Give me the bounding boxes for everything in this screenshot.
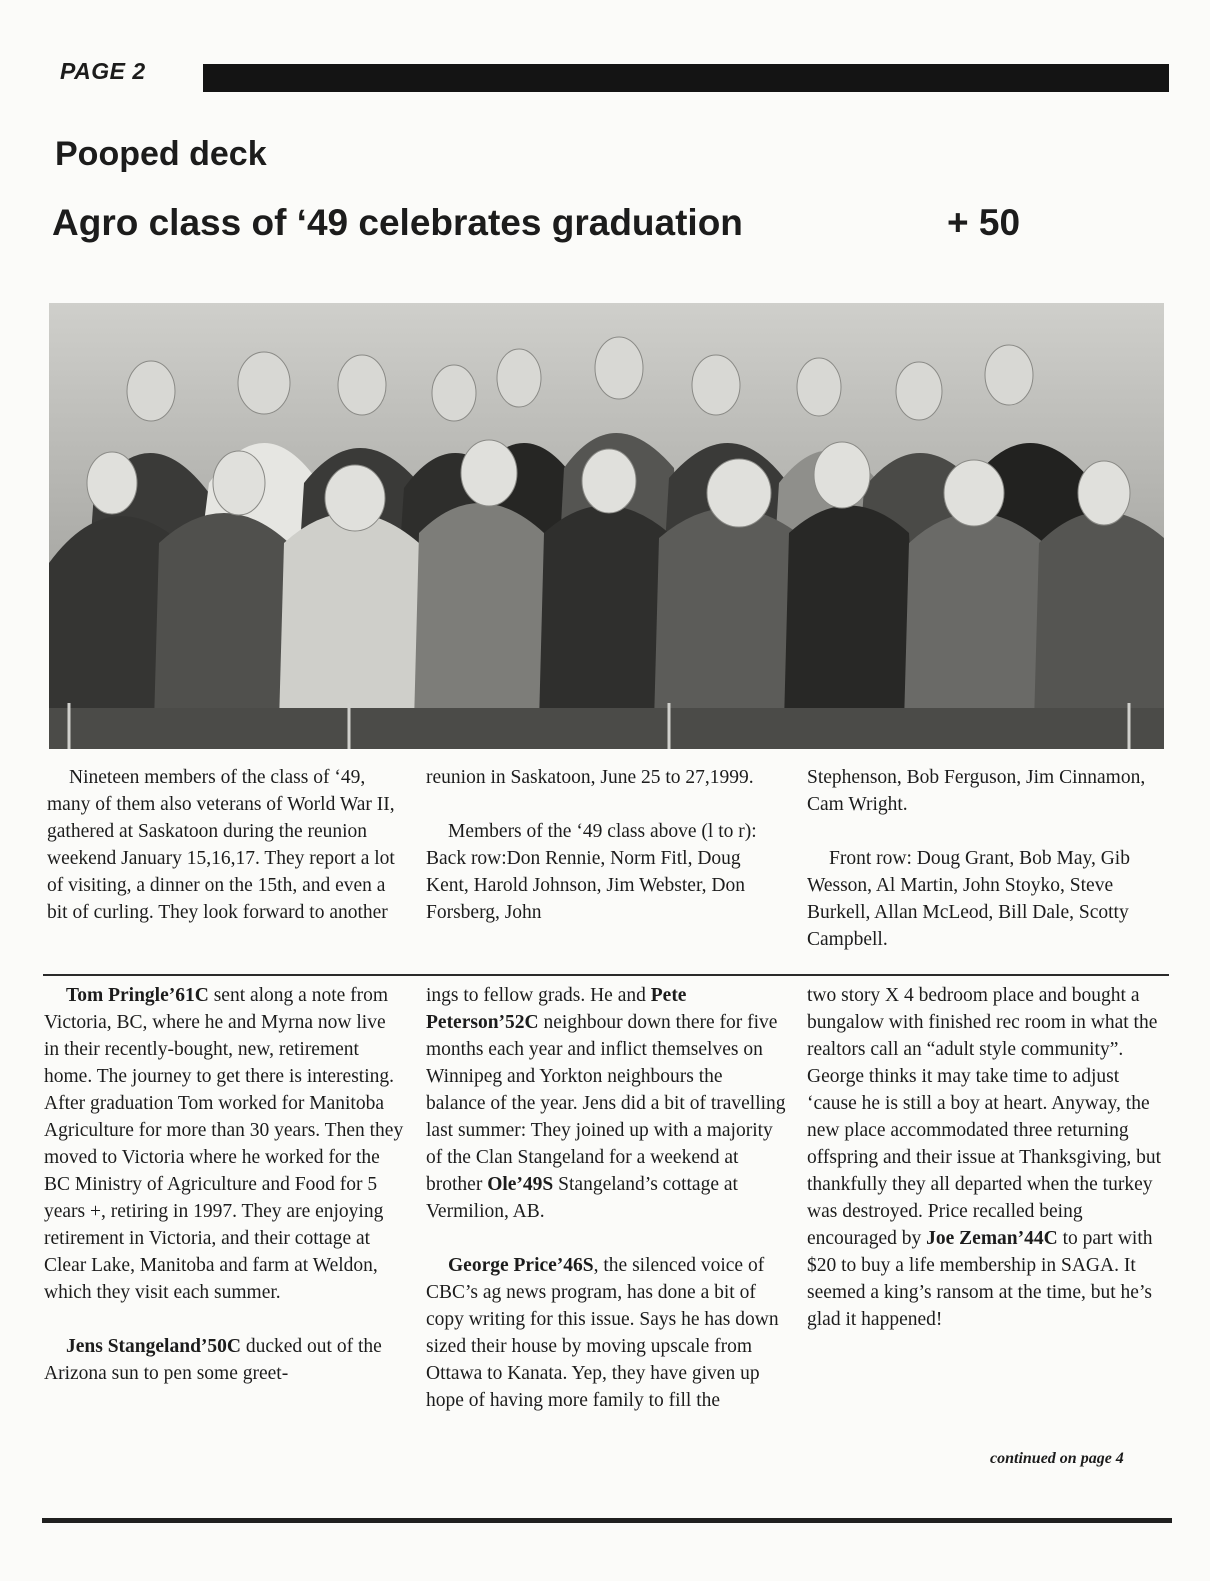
group-photo (49, 303, 1164, 749)
body-paragraph (426, 1252, 786, 1414)
paragraph-text: Stangeland’s cottage at Vermilion, AB. (426, 1174, 738, 1222)
body-paragraph (807, 982, 1167, 1333)
caption-paragraph: Nineteen members of the class of ‘49, many of them also veterans of World War II, gathered at Saskatoon during the reunion weekend January 15,16,17. They report a lot of visiting, a dinner on the 15th, and even a bit of curling. They look forward to another (47, 767, 395, 923)
header-bar (203, 64, 1169, 92)
body-column-1 (44, 982, 404, 1387)
footer-rule (42, 1518, 1172, 1523)
paragraph-text: ducked out of the Arizona sun to pen some greet- (44, 1336, 382, 1384)
page-label: PAGE 2 (60, 58, 146, 84)
paragraph-text: to part with $20 to buy a life membership in SAGA. It seemed a king’s ransom at the time, but he’s glad it happened! (807, 1228, 1153, 1330)
person-name: Ole’49S (487, 1174, 554, 1195)
caption-paragraph: Members of the ‘49 class above (l to r): Back row:Don Rennie, Norm Fitl, Doug Kent, Harold Johnson, Jim Webster, Don Forsberg, John (426, 821, 757, 923)
paragraph-text: neighbour down there for five months each year and inflict themselves on Winnipeg and Yorkton neighbours the balance of the year. Jens did a bit of travelling last summer: They joined up with a majority of the Clan Stangeland for a weekend at brother (426, 1012, 786, 1195)
body-column-3 (807, 982, 1167, 1333)
body-column-2 (426, 982, 786, 1414)
paragraph-text: , the silenced voice of CBC’s ag news program, has done a bit of copy writing for this issue. Says he has down sized their house by moving upscale from Ottawa to Kanata. Yep, they have given up hope of having more family to fill the (426, 1255, 779, 1411)
person-name: Pete Peterson’52C (426, 985, 687, 1033)
paragraph-text: two story X 4 bedroom place and bought a bungalow with finished rec room in what the realtors call an “adult style community”. George thinks it may take time to adjust ‘cause he is still a boy at heart. Anyway, the new place accommodated three returning offspring and their issue at Thanksgiving, but thankfully they all departed when the turkey was destroyed. Price recalled being encouraged by (807, 985, 1162, 1249)
paragraph-text: ings to fellow grads. He and (426, 985, 651, 1006)
article-headline: Agro class of ‘49 celebrates graduation (52, 202, 743, 243)
group-photo-image (49, 303, 1164, 749)
section-divider (43, 974, 1169, 976)
body-paragraph (44, 1333, 404, 1387)
person-name: Tom Pringle’61C (66, 985, 209, 1006)
caption-paragraph: reunion in Saskatoon, June 25 to 27,1999. (426, 767, 754, 788)
caption-column-3 (807, 764, 1162, 953)
continued-note: continued on page 4 (990, 1450, 1124, 1467)
body-paragraph (44, 982, 404, 1306)
article-kicker: Pooped deck (55, 135, 267, 173)
person-name: Joe Zeman’44C (926, 1228, 1058, 1249)
caption-column-1 (47, 764, 397, 926)
caption-paragraph: Stephenson, Bob Ferguson, Jim Cinnamon, Cam Wright. (807, 767, 1146, 815)
article-headline-suffix: + 50 (947, 202, 1021, 243)
paragraph-text: sent along a note from Victoria, BC, where he and Myrna now live in their recently-bought, new, retirement home. The journey to get there is interesting. After graduation Tom worked for Manitoba Agriculture for more than 30 years. Then they moved to Victoria where he worked for the BC Ministry of Agriculture and Food for 5 years +, retiring in 1997. They are enjoying retirement in Victoria, and their cottage at Clear Lake, Manitoba and farm at Weldon, which they visit each summer. (44, 985, 404, 1303)
caption-paragraph: Front row: Doug Grant, Bob May, Gib Wesson, Al Martin, John Stoyko, Steve Burkell, Allan McLeod, Bill Dale, Scotty Campbell. (807, 848, 1130, 950)
person-name: George Price’46S (448, 1255, 594, 1276)
body-paragraph (426, 982, 786, 1225)
caption-column-2 (426, 764, 786, 926)
person-name: Jens Stangeland’50C (66, 1336, 241, 1357)
